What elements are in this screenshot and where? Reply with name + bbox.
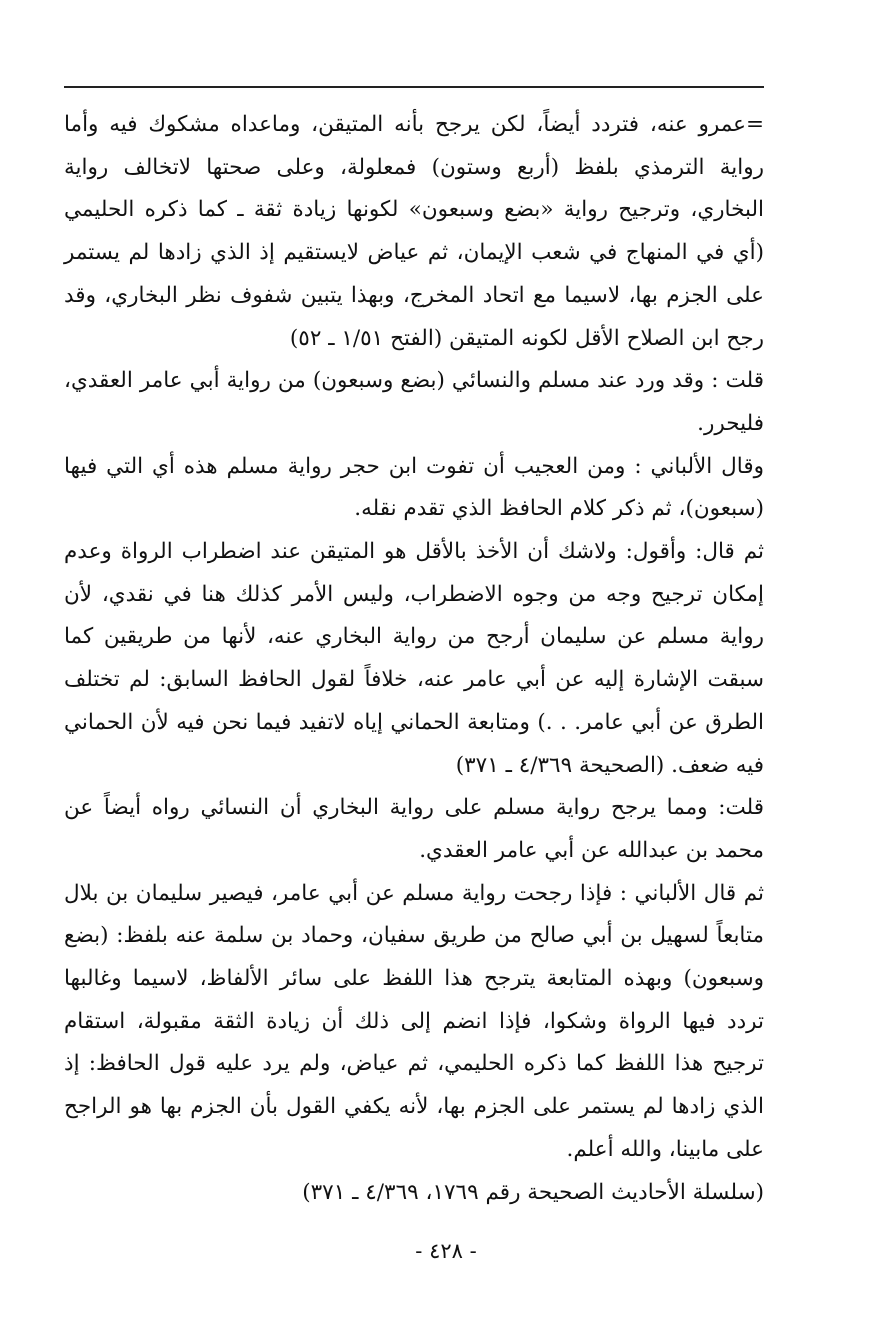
paragraph-thumma-qala: ثم قال: وأقول: ولاشك أن الأخذ بالأقل هو المتيقن عند اضطراب الرواة وعدم إمكان ترجيح وجه من وجوه الاضطراب، وليس الأمر كذلك هنا في نقدي، لأن رواية مسلم عن سليمان أرجح من رواية البخاري عنه، لأنها من طريقين كما سبقت الإشارة إليه عن أبي عامر عنه، خلافاً لقول الحافظ السابق: لم تختلف الطرق عن أبي عامر. . .) ومتابعة الحماني إياه لاتفيد فيما نحن فيه لأن الحماني فيه ضعف. (الصحيحة ٤/٣٦٩ ـ ٣٧١) (64, 539, 764, 778)
paragraph-albani-1: وقال الألباني : ومن العجيب أن تفوت ابن حجر رواية مسلم هذه أي التي فيها (سبعون)، ثم ذكر كلام الحافظ الذي تقدم نقله. (64, 453, 764, 522)
paragraph-continuation: =عمرو عنه، فتردد أيضاً، لكن يرجح بأنه المتيقن، وماعداه مشكوك فيه وأما رواية الترمذي بلفظ (أربع وستون) فمعلولة، وعلى صحتها لاتخالف رواية البخاري، وترجيح رواية «بضع وسبعون» لكونها زيادة ثقة ـ كما ذكره الحليمي (أي في المنهاج في شعب الإيمان، ثم عياض لايستقيم إذ الذي زادها لم يستمر على الجزم بها، لاسيما مع اتحاد المخرج، وبهذا يتبين شفوف نظر البخاري، وقد رجح ابن الصلاح الأقل لكونه المتيقن (الفتح ١/٥١ ـ ٥٢) (64, 112, 764, 351)
main-text (64, 104, 764, 1214)
paragraph-qultu-2: قلت: ومما يرجح رواية مسلم على رواية البخاري أن النسائي رواه أيضاً عن محمد بن عبدالله عن أبي عامر العقدي. (64, 795, 764, 863)
paragraph-albani-2: ثم قال الألباني : فإذا رجحت رواية مسلم عن أبي عامر، فيصير سليمان بن بلال متابعاً لسهيل بن أبي صالح من طريق سفيان، وحماد بن سلمة عنه بلفظ: (بضع وسبعون) وبهذه المتابعة يترجح هذا اللفظ على سائر الألفاظ، لاسيما وغالبها تردد فيها الرواة وشكوا، فإذا انضم إلى ذلك أن زيادة الثقة مقبولة، استقام ترجيح هذا اللفظ كما ذكره الحليمي، ثم عياض، ولم يرد عليه قول الحافظ: إذ الذي زادها لم يستمر على الجزم بها، لأنه يكفي القول بأن الجزم بها هو الراجح على مابينا، والله أعلم. (64, 880, 765, 1162)
paragraph-citation: (سلسلة الأحاديث الصحيحة رقم ١٧٦٩، ٤/٣٦٩ ـ ٣٧١) (302, 1179, 764, 1205)
paragraph-qultu-1: قلت : وقد ورد عند مسلم والنسائي (بضع وسبعون) من رواية أبي عامر العقدي، فليحرر. (64, 368, 764, 436)
page-number: - ٤٢٨ - (415, 1239, 477, 1263)
header-rule (64, 86, 764, 88)
